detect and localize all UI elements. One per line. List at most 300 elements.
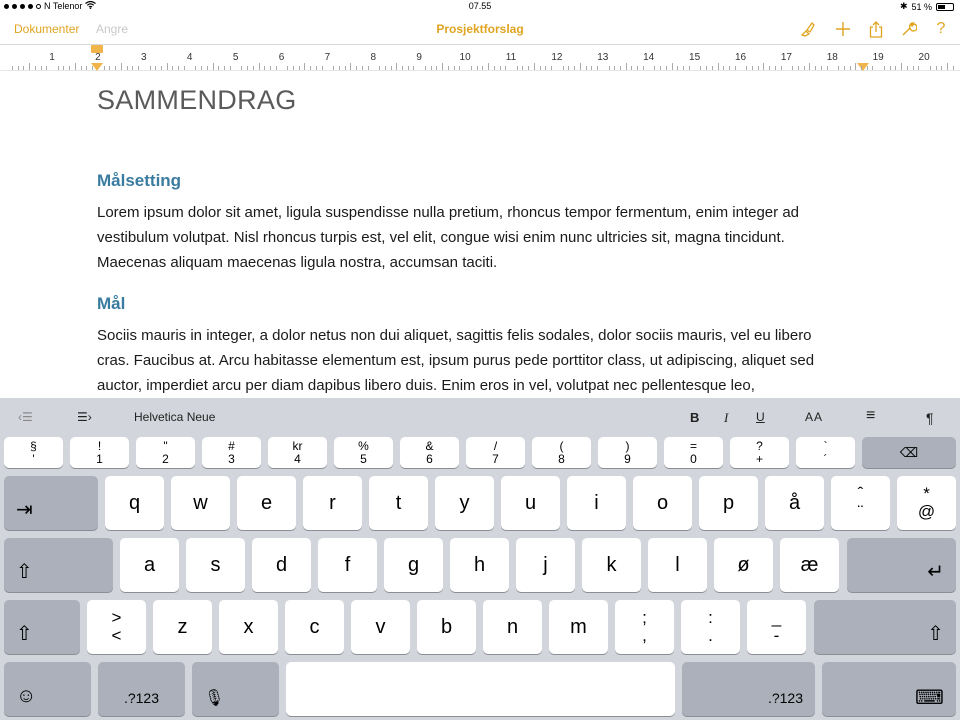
letter-key-c[interactable]: [285, 600, 344, 654]
backspace-key[interactable]: [862, 437, 956, 468]
align-icon[interactable]: ≡: [866, 407, 876, 424]
dictation-key[interactable]: [192, 662, 279, 716]
share-icon[interactable]: [867, 20, 885, 38]
number-key[interactable]: [400, 437, 459, 468]
letter-key-j[interactable]: [516, 538, 575, 592]
key-lower-label: 2: [162, 451, 169, 466]
key-label: v: [375, 615, 386, 638]
letter-key-f[interactable]: [318, 538, 377, 592]
key-lower-label: 9: [624, 451, 631, 466]
wrench-icon[interactable]: [900, 20, 918, 38]
number-key[interactable]: [532, 437, 591, 468]
emoji-icon: ☺: [16, 685, 37, 707]
key-label: l: [675, 553, 680, 576]
ruler-tick: [81, 66, 82, 70]
key-lower-label: 0: [690, 451, 697, 466]
ruler-tick: [631, 66, 632, 70]
ruler-tick: [459, 66, 460, 70]
ruler-tick: [488, 63, 489, 70]
ruler-tick: [184, 66, 185, 70]
ruler-tick: [402, 66, 403, 70]
ruler-tick: [534, 63, 535, 70]
ruler-tick: [115, 66, 116, 70]
letter-key-y[interactable]: [435, 476, 494, 530]
ruler-tick: [339, 66, 340, 70]
ruler-tick: [804, 66, 805, 70]
ruler-tick: [706, 66, 707, 70]
ruler-tick: [545, 66, 546, 70]
ruler-tick: [310, 66, 311, 70]
symbol-key[interactable]: [831, 476, 890, 530]
keyboard-hide-icon: ⌨: [915, 687, 944, 709]
ruler-tick: [23, 66, 24, 70]
ruler-number: 8: [370, 52, 377, 63]
key-lower-label: @: [917, 502, 936, 521]
ruler-tick: [586, 66, 587, 70]
symbol-key[interactable]: [615, 600, 674, 654]
key-upper-label: #: [228, 438, 235, 453]
key-label: f: [344, 553, 351, 576]
letter-key-k[interactable]: [582, 538, 641, 592]
section-title[interactable]: Mål: [97, 294, 126, 313]
help-icon[interactable]: ?: [936, 20, 946, 37]
key-label: c: [309, 615, 320, 638]
ruler-tick: [735, 66, 736, 70]
ruler-tick: [448, 66, 449, 70]
plus-icon[interactable]: [834, 20, 852, 38]
ruler-tick: [884, 66, 885, 70]
navigation-bar: [0, 14, 960, 44]
key-lower-label: 5: [360, 451, 367, 466]
letter-key-x[interactable]: [219, 600, 278, 654]
key-upper-label: /: [493, 438, 498, 453]
ruler-tick: [821, 66, 822, 70]
hide-keyboard-key[interactable]: [822, 662, 956, 716]
ruler-tick: [41, 66, 42, 70]
ruler-tick: [178, 66, 179, 70]
key-upper-label: ": [163, 438, 168, 453]
ruler-tick: [29, 63, 30, 70]
ruler-tick: [494, 66, 495, 70]
microphone-icon: 🎙: [204, 690, 225, 707]
ruler-tick: [425, 66, 426, 70]
ruler-tick: [104, 66, 105, 70]
ruler-tick: [947, 63, 948, 70]
key-lower-label: ': [32, 451, 35, 466]
key-label: n: [506, 615, 519, 638]
ruler-tick: [597, 66, 598, 70]
ruler-tick: [907, 66, 908, 70]
ruler-tick: [815, 66, 816, 70]
ruler-tick: [643, 66, 644, 70]
ruler-tick: [861, 66, 862, 70]
key-label: t: [395, 491, 402, 514]
ruler-tick: [299, 66, 300, 70]
ruler-tick: [270, 66, 271, 70]
paragraph-mark-icon[interactable]: ¶: [926, 410, 934, 426]
key-upper-label: ;: [642, 608, 647, 627]
key-label: b: [440, 615, 453, 638]
letter-key-o[interactable]: [633, 476, 692, 530]
letter-key-h[interactable]: [450, 538, 509, 592]
key-upper-label: &: [425, 438, 434, 453]
ruler-number: 5: [232, 52, 239, 63]
key-lower-label: ¨: [857, 502, 864, 521]
key-upper-label: _: [771, 608, 782, 627]
ruler-tick: [609, 66, 610, 70]
key-upper-label: =: [689, 438, 697, 453]
key-label: e: [260, 491, 273, 514]
ruler-tick: [666, 66, 667, 70]
ruler-tick: [477, 66, 478, 70]
return-icon: ↵: [927, 561, 944, 583]
ruler-tick: [431, 66, 432, 70]
ruler-tick: [12, 66, 13, 70]
ruler-tick: [127, 66, 128, 70]
ruler-tick: [385, 66, 386, 70]
ruler-number: 9: [416, 52, 422, 63]
letter-key-a[interactable]: [120, 538, 179, 592]
ruler-tick: [259, 63, 260, 70]
battery-icon: [936, 3, 954, 11]
key-label: a: [143, 553, 156, 576]
key-upper-label: *: [923, 484, 930, 503]
key-upper-label: ): [625, 438, 630, 453]
ruler-tick: [637, 66, 638, 70]
space-bar[interactable]: [286, 662, 675, 716]
ruler-tick: [69, 66, 70, 70]
ruler-number: 19: [872, 52, 884, 63]
ruler-tick: [241, 66, 242, 70]
ruler-tick: [46, 66, 47, 70]
ruler-tick: [454, 66, 455, 70]
number-key[interactable]: [466, 437, 525, 468]
ruler-tick: [213, 63, 214, 70]
ruler-tick: [895, 66, 896, 70]
number-key[interactable]: [202, 437, 261, 468]
shift-icon: ⇧: [16, 623, 33, 645]
letter-key-t[interactable]: [369, 476, 428, 530]
ruler-tick: [293, 66, 294, 70]
ruler-tick: [517, 66, 518, 70]
key-upper-label: >: [111, 608, 122, 627]
letter-key-æ[interactable]: [780, 538, 839, 592]
ruler-tick: [86, 66, 87, 70]
ruler-tick: [792, 66, 793, 70]
ruler-tick: [729, 66, 730, 70]
numbers-mode-key[interactable]: [682, 662, 815, 716]
key-label: z: [177, 615, 188, 638]
documents-button[interactable]: Dokumenter: [14, 22, 80, 36]
key-label: m: [570, 615, 587, 638]
ruler-tick: [763, 63, 764, 70]
ruler-number: 11: [505, 52, 517, 63]
letter-key-v[interactable]: [351, 600, 410, 654]
symbol-key[interactable]: [747, 600, 806, 654]
letter-key-m[interactable]: [549, 600, 608, 654]
key-label: u: [524, 491, 537, 514]
letter-key-g[interactable]: [384, 538, 443, 592]
ruler-tick: [408, 66, 409, 70]
key-label: .?123: [767, 690, 803, 706]
ruler-tick: [247, 66, 248, 70]
ruler-tick: [781, 66, 782, 70]
document-title: Prosjektforslag: [436, 22, 524, 36]
ruler-number: 7: [324, 52, 331, 63]
ruler-tick: [138, 66, 139, 70]
ruler-tick: [92, 66, 93, 70]
ruler-tick: [150, 66, 151, 70]
key-lower-label: <: [111, 626, 122, 645]
number-key[interactable]: [730, 437, 789, 468]
key-upper-label: %: [358, 438, 369, 453]
key-label: y: [459, 491, 470, 514]
ruler-tick: [953, 66, 954, 70]
ruler-tick: [442, 63, 443, 70]
ruler-tick: [930, 66, 931, 70]
ruler-tick: [901, 63, 902, 70]
key-label: h: [473, 553, 486, 576]
ruler-tick: [775, 66, 776, 70]
ruler-tick: [936, 66, 937, 70]
ruler-tick: [574, 66, 575, 70]
number-key[interactable]: [598, 437, 657, 468]
ruler-number: 13: [597, 52, 609, 63]
ruler-tick: [850, 66, 851, 70]
ruler-tick: [918, 66, 919, 70]
ruler-tick: [35, 66, 36, 70]
key-lower-label: .: [708, 626, 713, 645]
ruler-tick: [683, 66, 684, 70]
numbers-mode-key[interactable]: [98, 662, 185, 716]
key-label: x: [243, 615, 254, 638]
ruler-tick: [264, 66, 265, 70]
symbol-key[interactable]: [87, 600, 146, 654]
ruler-tick: [838, 66, 839, 70]
ruler-tick: [396, 63, 397, 70]
letter-key-b[interactable]: [417, 600, 476, 654]
key-label: p: [722, 491, 735, 514]
ruler-tick: [660, 66, 661, 70]
bluetooth-icon: ✱: [899, 1, 908, 11]
undo-button[interactable]: Angre: [96, 22, 129, 36]
key-upper-label: :: [708, 608, 713, 627]
key-lower-label: 1: [96, 451, 103, 466]
key-label: g: [407, 553, 420, 576]
ruler[interactable]: [0, 44, 960, 71]
ruler-tick: [207, 66, 208, 70]
ruler-tick: [563, 66, 564, 70]
ruler-tick: [620, 66, 621, 70]
key-upper-label: !: [97, 438, 102, 453]
ruler-number: 15: [689, 52, 701, 63]
ruler-tick: [718, 63, 719, 70]
letter-key-i[interactable]: [567, 476, 626, 530]
ruler-tick: [568, 66, 569, 70]
letter-key-n[interactable]: [483, 600, 542, 654]
battery-percent: 51 %: [911, 1, 932, 12]
ruler-tick: [700, 66, 701, 70]
paragraph-line: Sociis mauris in integer, a dolor netus non dui aliquet, sagittis felis sodales, dolor sociis mauris, vel eu libero: [97, 327, 812, 344]
backspace-icon: ⌫: [899, 444, 919, 460]
key-lower-label: 8: [558, 451, 565, 466]
font-name-button[interactable]: Helvetica Neue: [134, 410, 216, 424]
paragraph-line: vestibulum volutpat. Nisl rhoncus turpis est, vel elit, congue wisi enim nunc ultricies sit, magna tincidunt.: [97, 229, 785, 246]
ruler-tick: [322, 66, 323, 70]
ruler-number: 3: [141, 52, 147, 63]
tab-icon: ⇥: [16, 499, 33, 521]
letter-key-u[interactable]: [501, 476, 560, 530]
ruler-number: 14: [643, 52, 655, 63]
ruler-tick: [890, 66, 891, 70]
ruler-tick: [752, 66, 753, 70]
ruler-tick: [345, 66, 346, 70]
clock: 07.55: [468, 1, 492, 11]
ruler-number: 6: [278, 52, 285, 63]
ruler-tick: [201, 66, 202, 70]
key-label: d: [275, 553, 288, 576]
letter-key-q[interactable]: [105, 476, 164, 530]
ruler-tick: [167, 63, 168, 70]
ruler-tick: [356, 66, 357, 70]
ruler-number: 16: [734, 52, 747, 63]
italic-button[interactable]: I: [724, 410, 729, 425]
number-key[interactable]: [4, 437, 63, 468]
ruler-tick: [350, 63, 351, 70]
ruler-tick: [712, 66, 713, 70]
key-label: ø: [737, 553, 750, 576]
key-lower-label: ,: [642, 626, 647, 645]
letter-key-å[interactable]: [765, 476, 824, 530]
ruler-tick: [195, 66, 196, 70]
symbol-key[interactable]: [681, 600, 740, 654]
caps-lock-key[interactable]: [4, 538, 113, 592]
ruler-tick: [121, 63, 122, 70]
ruler-tick: [276, 66, 277, 70]
ruler-tick: [591, 66, 592, 70]
letter-key-l[interactable]: [648, 538, 707, 592]
ruler-tick: [18, 66, 19, 70]
number-key[interactable]: [70, 437, 129, 468]
paragraph-line: auctor, imperdiet arcu per diam dapibus libero duis. Enim eros in vel, volutpat nec pellentesque leo,: [97, 377, 755, 394]
letter-key-s[interactable]: [186, 538, 245, 592]
ruler-tick: [161, 66, 162, 70]
symbol-key[interactable]: [897, 476, 956, 530]
emoji-key[interactable]: [4, 662, 91, 716]
ruler-tick: [224, 66, 225, 70]
ruler-tick: [58, 66, 59, 70]
ruler-tick: [316, 66, 317, 70]
ruler-tick: [872, 66, 873, 70]
key-lower-label: 3: [228, 451, 235, 466]
key-label: w: [193, 491, 208, 514]
ruler-tick: [109, 66, 110, 70]
key-label: å: [788, 491, 801, 514]
key-lower-label: 6: [426, 451, 433, 466]
ruler-number: 2: [95, 52, 101, 63]
bold-button[interactable]: B: [690, 410, 700, 425]
ruler-tick: [798, 66, 799, 70]
ruler-tick: [672, 63, 673, 70]
key-lower-label: 4: [294, 451, 301, 466]
ruler-tick: [413, 66, 414, 70]
letter-key-p[interactable]: [699, 476, 758, 530]
key-lower-label: 7: [492, 451, 499, 466]
ruler-tick: [827, 66, 828, 70]
ruler-tick: [809, 63, 810, 70]
ruler-tick: [551, 66, 552, 70]
ruler-tick: [867, 66, 868, 70]
ruler-tick: [253, 66, 254, 70]
ruler-number: 17: [780, 52, 792, 63]
number-key[interactable]: [136, 437, 195, 468]
key-label: q: [128, 491, 141, 514]
return-key[interactable]: [847, 538, 956, 592]
letter-key-r[interactable]: [303, 476, 362, 530]
ruler-tick: [689, 66, 690, 70]
ruler-tick: [391, 66, 392, 70]
underline-button[interactable]: U: [756, 410, 765, 424]
ruler-tick: [528, 66, 529, 70]
letter-key-d[interactable]: [252, 538, 311, 592]
ruler-tick: [614, 66, 615, 70]
section-title[interactable]: Målsetting: [97, 171, 182, 190]
status-bar: [0, 0, 960, 14]
ruler-tick: [540, 66, 541, 70]
ruler-tick: [844, 66, 845, 70]
ruler-tick: [758, 66, 759, 70]
tab-key[interactable]: [4, 476, 98, 530]
key-upper-label: `: [823, 438, 828, 453]
number-key[interactable]: [664, 437, 723, 468]
ruler-tick: [500, 66, 501, 70]
number-key[interactable]: [268, 437, 327, 468]
letter-key-e[interactable]: [237, 476, 296, 530]
letter-key-z[interactable]: [153, 600, 212, 654]
font-size-button[interactable]: AA: [805, 410, 824, 424]
key-lower-label: +: [755, 451, 763, 466]
paragraph[interactable]: [97, 200, 867, 275]
ruler-number: 4: [186, 52, 193, 63]
ruler-number: 12: [551, 52, 563, 63]
keyboard: [0, 398, 960, 720]
outdent-icon[interactable]: ‹☰: [18, 410, 33, 424]
document-heading[interactable]: SAMMENDRAG: [97, 85, 297, 115]
ruler-tick: [723, 66, 724, 70]
key-label: j: [543, 553, 548, 576]
ruler-tick: [769, 66, 770, 70]
key-label: .?123: [123, 690, 160, 706]
paintbrush-icon[interactable]: [799, 20, 817, 38]
ruler-tick: [746, 66, 747, 70]
paragraph-line: cras. Faucibus at. Arcu habitasse elementum est, ipsum purus pede porttitor class, ut adipiscing, aliquet sed: [97, 352, 815, 369]
key-label: s: [210, 553, 221, 576]
key-label: r: [329, 491, 336, 514]
key-lower-label: ´: [823, 451, 828, 466]
ruler-tick: [155, 66, 156, 70]
number-key[interactable]: [796, 437, 855, 468]
letter-key-ø[interactable]: [714, 538, 773, 592]
indent-icon[interactable]: ☰›: [77, 410, 92, 424]
letter-key-w[interactable]: [171, 476, 230, 530]
paragraph-line: Lorem ipsum dolor sit amet, ligula suspendisse nulla pretium, rhoncus tempor fermentum, enim integer ad: [97, 204, 799, 221]
ruler-tick: [913, 66, 914, 70]
ruler-tick: [654, 66, 655, 70]
shift-key-right[interactable]: [814, 600, 956, 654]
shift-key-left[interactable]: [4, 600, 80, 654]
paragraph[interactable]: [97, 323, 867, 398]
number-key[interactable]: [334, 437, 393, 468]
